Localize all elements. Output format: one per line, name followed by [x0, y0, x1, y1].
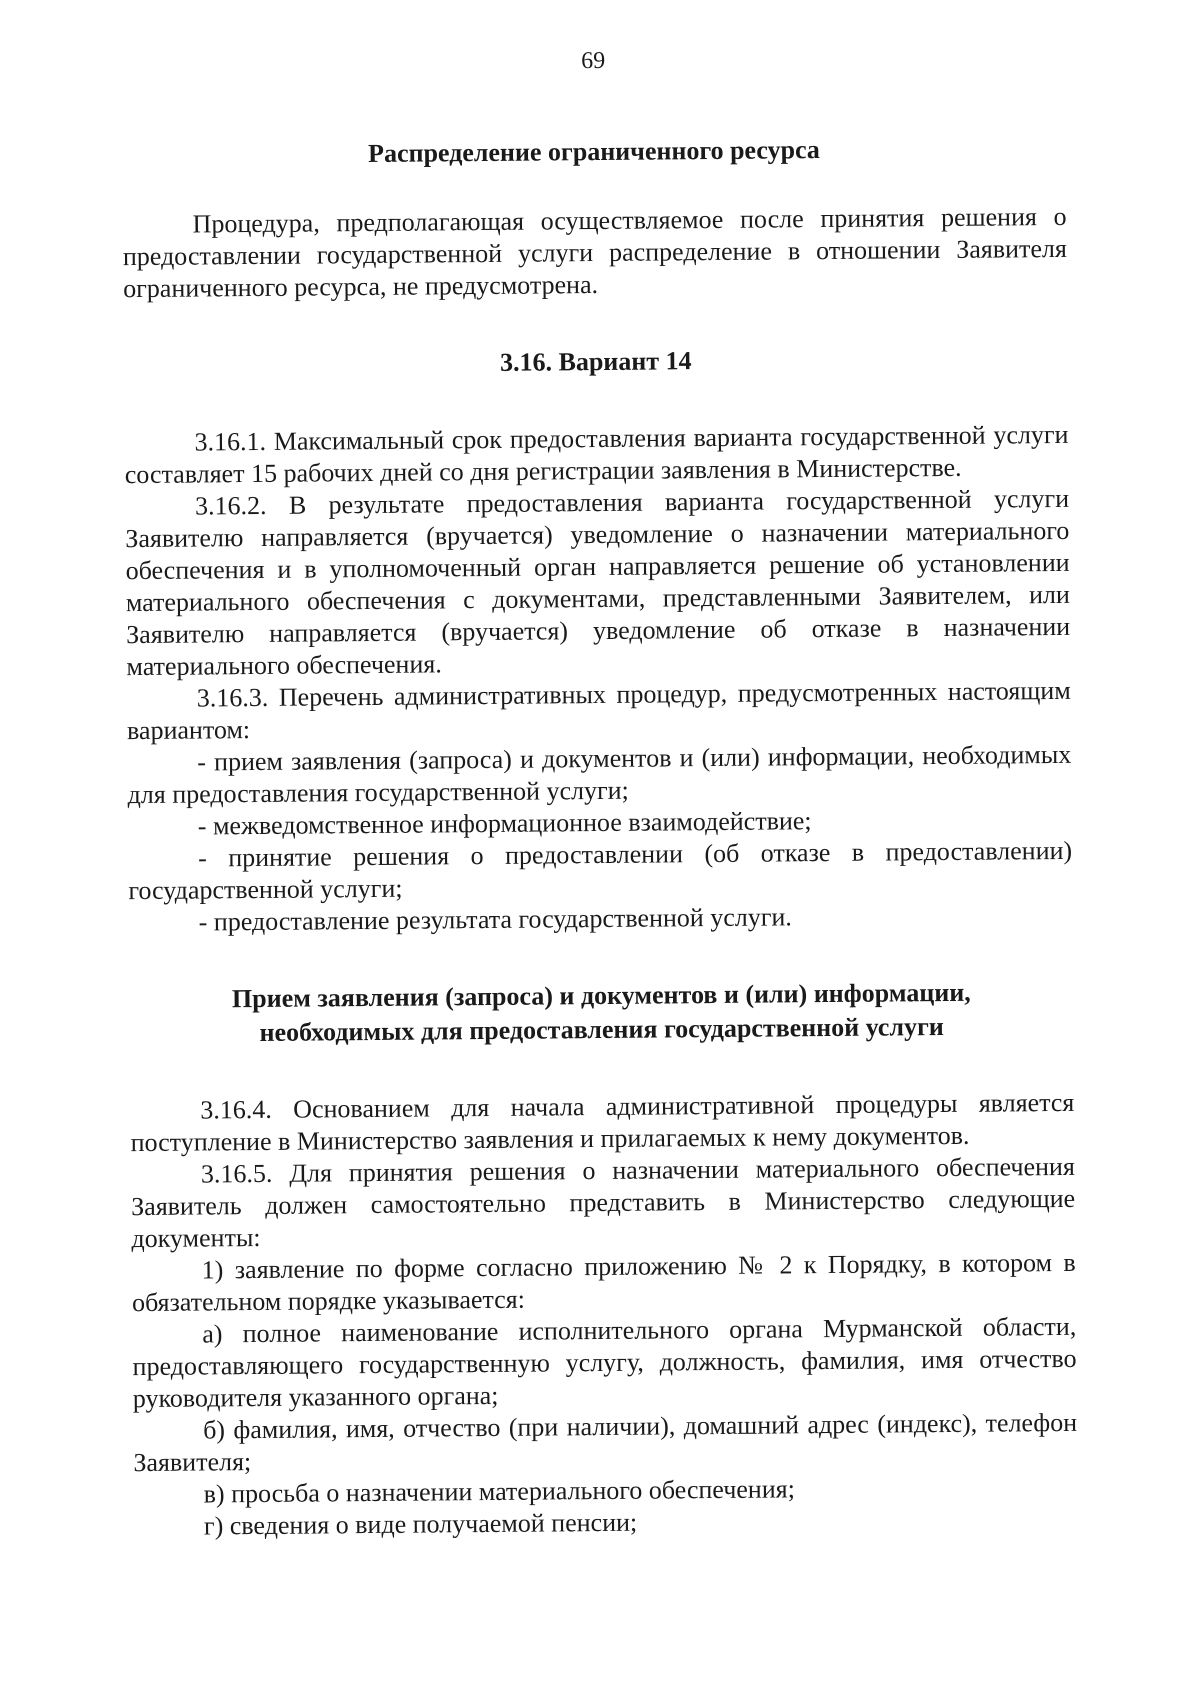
section-heading-intake [129, 975, 1074, 1051]
list-item-procedure-decision: - принятие решения о предоставлении (об отказе в предоставлении) государственной услуги; [128, 835, 1073, 906]
paragraph-3-16-4: 3.16.4. Основанием для начала административной процедуры является поступление в Министерство заявления и прилагаемых к нему документов. [130, 1087, 1075, 1158]
paragraph-3-16-5: 3.16.5. Для принятия решения о назначении материального обеспечения Заявитель должен самостоятельно представить в Министерство следующие документы: [131, 1151, 1076, 1254]
list-item-procedure-intake: - прием заявления (запроса) и документов и (или) информации, необходимых для предоставления государственной услуги; [127, 739, 1072, 810]
list-item-procedure-result: - предоставление результата государственной услуги. [198, 902, 792, 937]
paragraph-3-16-2: 3.16.2. В результате предоставления варианта государственной услуги Заявителю направляется (вручается) уведомление о назначении материального обеспечения и в уполномоченный орган направляется решение об установлении материального обеспечения с документами, представленными Заявителем, или Заявителю направляется (вручается) уведомление об отказе в назначении материального обеспечения. [125, 483, 1071, 682]
paragraph-3-16-1: 3.16.1. Максимальный срок предоставления варианта государственной услуги составляет 15 рабочих дней со дня регистрации заявления в Министерстве. [124, 419, 1069, 490]
list-item-a: а) полное наименование исполнительного органа Мурманской области, предоставляющего государственную услугу, должность, фамилия, имя отчество руководителя указанного органа; [132, 1311, 1077, 1414]
list-item-application-form: 1) заявление по форме согласно приложению № 2 к Порядку, в котором в обязательном порядке указывается: [131, 1247, 1076, 1318]
list-item-b: б) фамилия, имя, отчество (при наличии), домашний адрес (индекс), телефон Заявителя; [133, 1407, 1078, 1478]
section-heading-intake-line2: необходимых для предоставления государственной услуги [259, 1012, 944, 1047]
section-heading-variant-14: 3.16. Вариант 14 [499, 346, 692, 377]
section-heading-intake-line1: Прием заявления (запроса) и документов и (или) информации, [231, 977, 971, 1014]
paragraph-3-16-3: 3.16.3. Перечень административных процедур, предусмотренных настоящим вариантом: [126, 675, 1071, 746]
page-number: 69 [581, 47, 606, 75]
paragraph-resource-distribution: Процедура, предполагающая осуществляемое после принятия решения о предоставлении государственной услуги распределение в отношении Заявителя ограниченного ресурса, не предусмотрена. [122, 201, 1067, 304]
list-item-g: г) сведения о виде получаемой пенсии; [203, 1507, 638, 1541]
section-heading-resource-distribution: Распределение ограниченного ресурса [367, 135, 820, 168]
list-item-v: в) просьба о назначении материального обеспечения; [203, 1474, 795, 1509]
list-item-procedure-interagency: - межведомственное информационное взаимодействие; [197, 806, 812, 841]
